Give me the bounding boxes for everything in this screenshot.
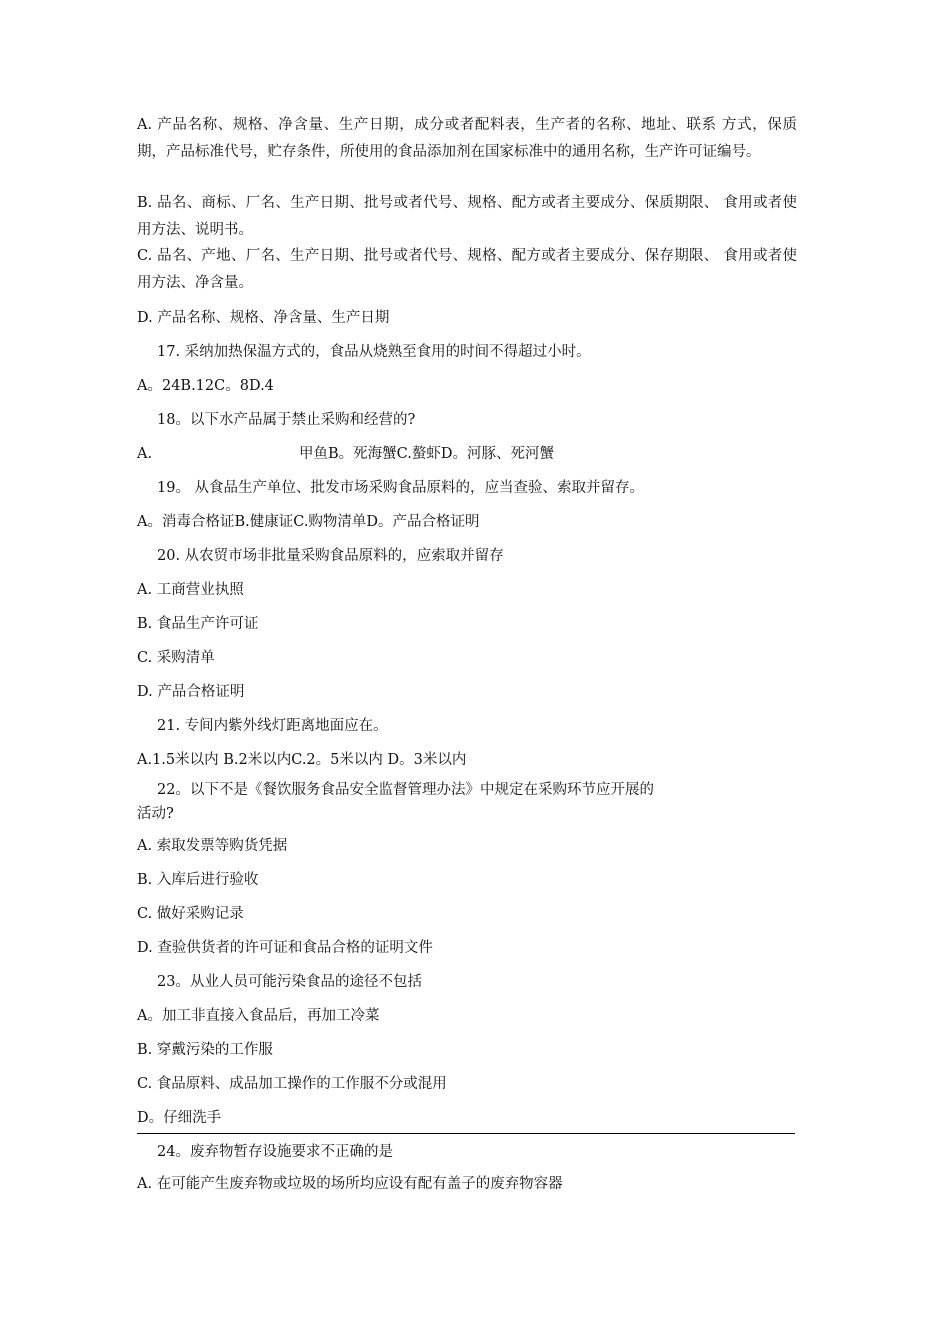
q19-question: 19。 从食品生产单位、批发市场采购食品原料的，应当查验、索取并留存。 bbox=[157, 480, 645, 496]
q23-option-b: B. 穿戴污染的工作服 bbox=[137, 1042, 273, 1058]
q23-option-d: D。仔细洗手 bbox=[137, 1110, 222, 1126]
q21-question: 21. 专间内紫外线灯距离地面应在。 bbox=[157, 718, 388, 734]
q16-option-c: C. 品名、产地、厂名、生产日期、批号或者代号、规格、配方或者主要成分、保存期限、 食用或者使用方法、净含量。 bbox=[137, 248, 797, 291]
q18-options-rest: 甲鱼B。死海蟹C.螯虾D。河豚、死河蟹 bbox=[299, 446, 554, 462]
q19-options: A。消毒合格证B.健康证C.购物清单D。产品合格证明 bbox=[137, 514, 480, 530]
q21-options: A.1.5米以内 B.2米以内C.2。5米以内 D。3米以内 bbox=[137, 752, 467, 768]
q23-question: 23。从业人员可能污染食品的途径不包括 bbox=[157, 974, 422, 990]
q22-option-d: D. 查验供货者的许可证和食品合格的证明文件 bbox=[137, 940, 433, 956]
q17-options: A。24B.12C。8D.4 bbox=[137, 378, 274, 394]
q16-option-b: B. 品名、商标、厂名、生产日期、批号或者代号、规格、配方或者主要成分、保质期限、 食用或者使用方法、说明书。 bbox=[137, 195, 797, 238]
q16-option-d: D. 产品名称、规格、净含量、生产日期 bbox=[137, 310, 390, 326]
q20-option-a: A. 工商营业执照 bbox=[137, 582, 244, 598]
q22-question-line2: 活动? bbox=[137, 806, 174, 822]
q17-question: 17. 采纳加热保温方式的，食品从烧熟至食用的时间不得超过小时。 bbox=[157, 344, 591, 360]
q22-option-c: C. 做好采购记录 bbox=[137, 906, 244, 922]
q18-question: 18。以下水产品属于禁止采购和经营的? bbox=[157, 412, 416, 428]
q22-question-line1: 22。以下不是《餐饮服务食品安全监督管理办法》中规定在采购环节应开展的 bbox=[157, 782, 654, 798]
q18-option-label: A. bbox=[137, 446, 153, 462]
q24-question: 24。废弃物暂存设施要求不正确的是 bbox=[157, 1144, 393, 1160]
q20-option-d: D. 产品合格证明 bbox=[137, 684, 245, 700]
q18-options bbox=[137, 444, 797, 465]
q16-option-a: A. 产品名称、规格、净含量、生产日期，成分或者配料表，生产者的名称、地址、联系 方式，保质期，产品标准代号，贮存条件，所使用的食品添加剂在国家标准中的通用名称，生产许可证编号。 bbox=[137, 117, 797, 160]
q23-option-c: C. 食品原料、成品加工操作的工作服不分或混用 bbox=[137, 1076, 447, 1092]
q24-option-a: A. 在可能产生废弃物或垃圾的场所均应设有配有盖子的废弃物容器 bbox=[137, 1176, 563, 1192]
q20-question: 20. 从农贸市场非批量采购食品原料的，应索取并留存 bbox=[157, 548, 504, 564]
horizontal-rule bbox=[137, 1133, 795, 1134]
q23-option-a: A。加工非直接入食品后，再加工冷菜 bbox=[137, 1008, 380, 1024]
q22-option-b: B. 入库后进行验收 bbox=[137, 872, 259, 888]
q20-option-b: B. 食品生产许可证 bbox=[137, 616, 259, 632]
q22-option-a: A. 索取发票等购货凭据 bbox=[137, 838, 288, 854]
q20-option-c: C. 采购清单 bbox=[137, 650, 215, 666]
